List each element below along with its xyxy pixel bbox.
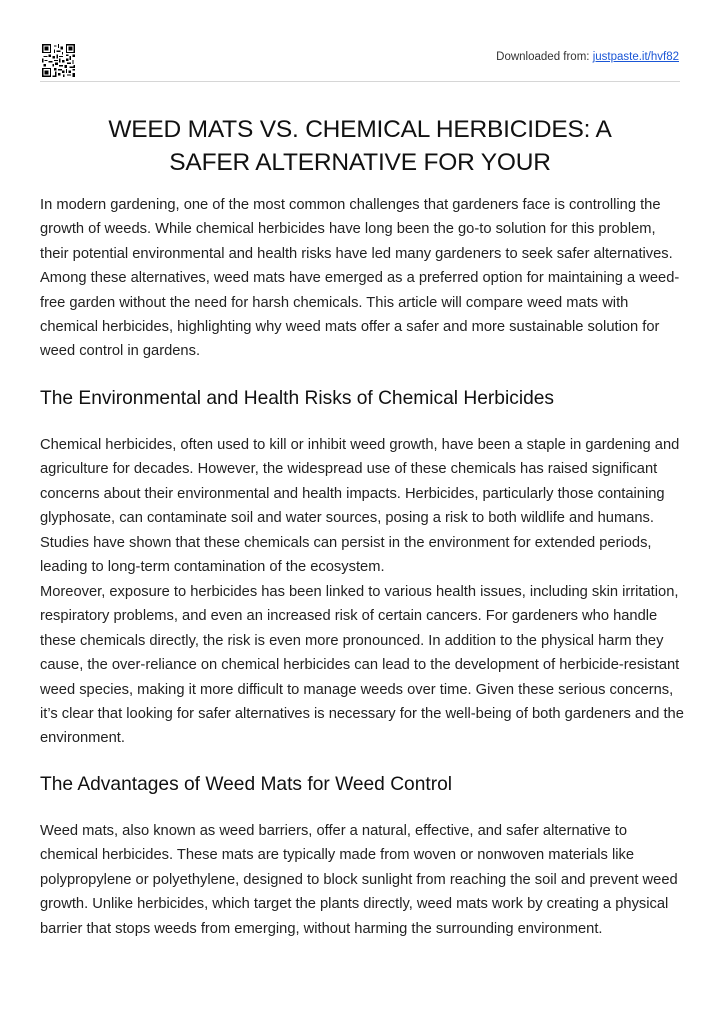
risks-paragraph-1: Chemical herbicides, often used to kill or inhibit weed growth, have been a staple in gardening and agriculture for decades. However, the widespread use of these chemicals has raised significant concerns about their environmental and health impacts. Herbicides, particularly those containing glyphosate, can contaminate soil and water sources, posing a risk to both wildlife and humans. Studies have shown that these chemicals can persist in the environment for extended periods, leading to long-term contamination of the ecosystem.: [40, 437, 680, 576]
intro-paragraph: In modern gardening, one of the most common challenges that gardeners face is controlling the growth of weeds. While chemical herbicides have long been the go-to solution for this problem, their potential environmental and health risks have led many gardeners to seek safer alternatives. Among these alternatives, weed mats have emerged as a preferred option for maintaining a weed-free garden without the need for harsh chemicals. This article will compare weed mats with chemical herbicides, highlighting why weed mats offer a safer and more sustainable solution for weed control in gardens.: [40, 197, 680, 360]
download-source: [496, 51, 679, 63]
title-line-1: WEED MATS VS. CHEMICAL HERBICIDES: A: [108, 116, 612, 143]
source-link[interactable]: justpaste.it/hvf82: [592, 51, 679, 63]
article-title: [40, 113, 680, 179]
downloaded-label: Downloaded from:: [496, 51, 590, 63]
qr-code-icon: [42, 44, 75, 77]
header-divider: [40, 81, 680, 82]
section-heading-advantages: The Advantages of Weed Mats for Weed Control: [40, 774, 453, 795]
title-line-2: SAFER ALTERNATIVE FOR YOUR: [169, 149, 551, 176]
advantages-paragraph-1: Weed mats, also known as weed barriers, offer a natural, effective, and safer alternative to chemical herbicides. These mats are typically made from woven or nonwoven materials like polypropylene or polyethylene, designed to block sunlight from reaching the soil and prevent weed growth. Unlike herbicides, which target the plants directly, weed mats work by creating a physical barrier that stops weeds from emerging, without harming the surrounding environment.: [40, 823, 678, 937]
section-heading-risks: The Environmental and Health Risks of Chemical Herbicides: [40, 388, 555, 409]
risks-paragraph-2: Moreover, exposure to herbicides has been linked to various health issues, including skin irritation, respiratory problems, and even an increased risk of certain cancers. For gardeners who handle these chemicals directly, the risk is even more pronounced. In addition to the physical harm they cause, the over-reliance on chemical herbicides can lead to the development of herbicide-resistant weed species, making it more difficult to manage weeds over time. Given these serious concerns, it’s clear that looking for safer alternatives is necessary for the well-being of both gardeners and the environment.: [40, 584, 684, 747]
